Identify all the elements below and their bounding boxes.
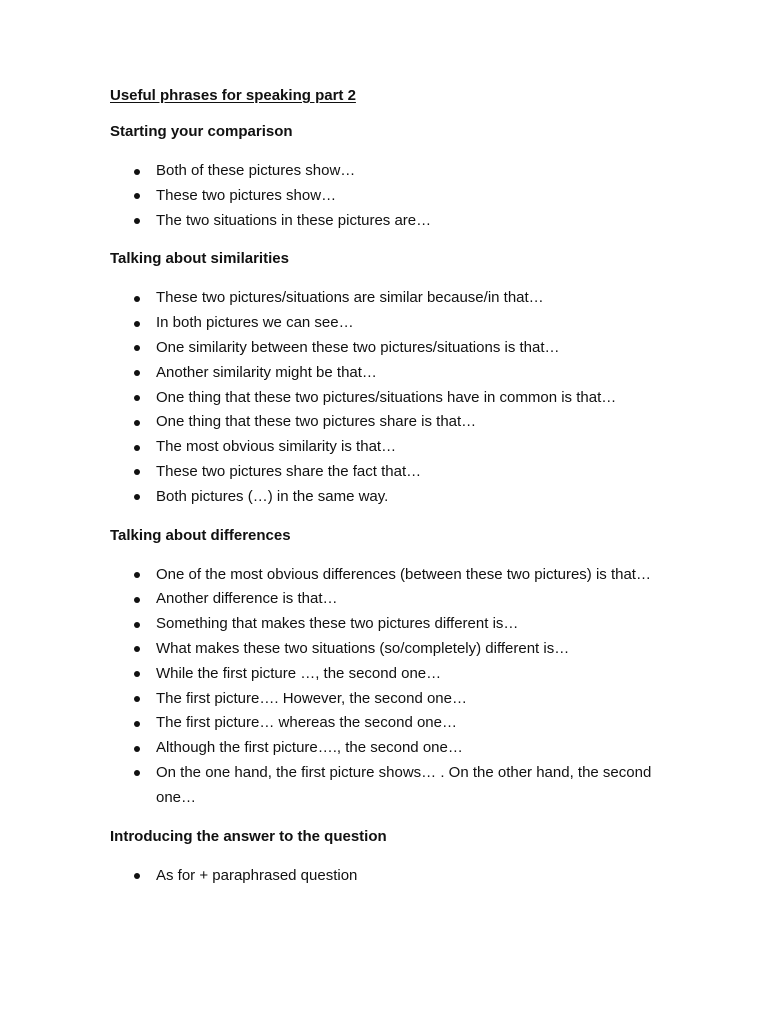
list-item: These two pictures/situations are similar because/in that… <box>110 286 668 311</box>
list-item: In both pictures we can see… <box>110 311 668 336</box>
list-item: These two pictures share the fact that… <box>110 460 668 485</box>
list-item: Both of these pictures show… <box>110 159 668 184</box>
document-title: Useful phrases for speaking part 2 <box>110 87 356 104</box>
bullet-icon <box>134 646 140 652</box>
list-item: Another similarity might be that… <box>110 361 668 386</box>
bullet-list <box>110 159 668 233</box>
list-item: One of the most obvious differences (between these two pictures) is that… <box>110 563 668 588</box>
bullet-icon <box>134 445 140 451</box>
section-heading: Talking about differences <box>110 526 291 544</box>
bullet-icon <box>134 696 140 702</box>
bullet-icon <box>134 420 140 426</box>
list-item: On the one hand, the first picture shows… . On the other hand, the second one… <box>110 761 668 811</box>
section-similarities <box>110 249 668 509</box>
section-heading: Introducing the answer to the question <box>110 827 387 845</box>
list-item: Something that makes these two pictures different is… <box>110 612 668 637</box>
bullet-icon <box>134 395 140 401</box>
section-heading: Talking about similarities <box>110 250 289 268</box>
bullet-icon <box>134 296 140 302</box>
bullet-icon <box>134 370 140 376</box>
bullet-icon <box>134 622 140 628</box>
section-starting-comparison <box>110 122 668 233</box>
list-item: These two pictures show… <box>110 184 668 209</box>
list-item: One similarity between these two pictures/situations is that… <box>110 336 668 361</box>
bullet-icon <box>134 345 140 351</box>
list-item: The first picture… whereas the second one… <box>110 711 668 736</box>
bullet-list <box>110 864 668 889</box>
bullet-icon <box>134 597 140 603</box>
list-item: The most obvious similarity is that… <box>110 435 668 460</box>
list-item: While the first picture …, the second one… <box>110 662 668 687</box>
bullet-icon <box>134 746 140 752</box>
list-item: One thing that these two pictures share is that… <box>110 410 668 435</box>
bullet-icon <box>134 770 140 776</box>
bullet-icon <box>134 494 140 500</box>
section-heading: Starting your comparison <box>110 123 293 140</box>
bullet-icon <box>134 169 140 175</box>
section-differences <box>110 526 668 811</box>
list-item: The first picture…. However, the second one… <box>110 687 668 712</box>
bullet-icon <box>134 193 140 199</box>
list-item: Another difference is that… <box>110 587 668 612</box>
list-item: Although the first picture…., the second one… <box>110 736 668 761</box>
bullet-icon <box>134 469 140 475</box>
bullet-list <box>110 563 668 811</box>
list-item: The two situations in these pictures are… <box>110 209 668 234</box>
bullet-icon <box>134 873 140 879</box>
bullet-icon <box>134 218 140 224</box>
bullet-icon <box>134 671 140 677</box>
bullet-icon <box>134 721 140 727</box>
bullet-icon <box>134 572 140 578</box>
section-introducing-answer <box>110 827 668 889</box>
bullet-icon <box>134 321 140 327</box>
bullet-list <box>110 286 668 509</box>
list-item: As for + paraphrased question <box>110 864 668 889</box>
list-item: Both pictures (…) in the same way. <box>110 485 668 510</box>
list-item: What makes these two situations (so/completely) different is… <box>110 637 668 662</box>
list-item: One thing that these two pictures/situations have in common is that… <box>110 386 668 411</box>
